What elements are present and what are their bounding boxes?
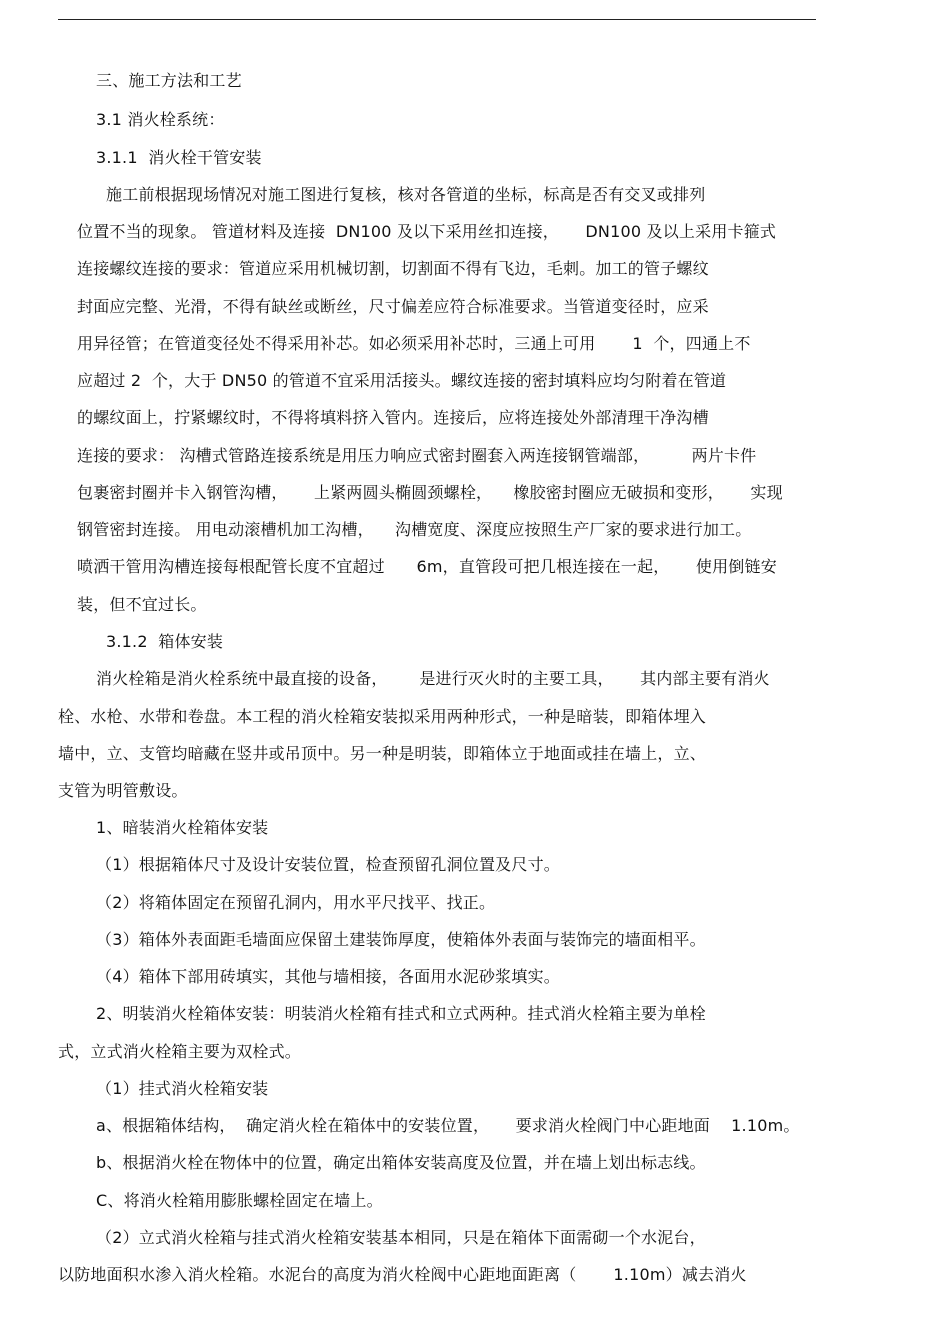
text-line: （1）根据箱体尺寸及设计安装位置，检查预留孔洞位置及尺寸。 [96, 855, 560, 874]
text-line: C、将消火栓箱用膨胀螺栓固定在墙上。 [96, 1191, 383, 1210]
text-line: 包裹密封圈并卡入钢管沟槽， 上紧两圆头椭圆颈螺栓， 橡胶密封圈应无破损和变形， 实现 [77, 483, 783, 502]
text-line: 1、暗装消火栓箱体安装 [96, 818, 269, 837]
text-line: 以防地面积水渗入消火栓箱。水泥台的高度为消火栓阀中心距地面距离（ 1.10m）减去消火 [58, 1265, 747, 1284]
text-line: 连接的要求： 沟槽式管路连接系统是用压力响应式密封圈套入两连接钢管端部， 两片卡件 [77, 446, 757, 465]
text-line: 施工前根据现场情况对施工图进行复核，核对各管道的坐标，标高是否有交叉或排列 [106, 185, 706, 204]
header-rule [58, 19, 816, 20]
text-line: 应超过 2 个，大于 DN50 的管道不宜采用活接头。螺纹连接的密封填料应均匀附着在管道 [77, 371, 727, 390]
text-line: b、根据消火栓在物体中的位置，确定出箱体安装高度及位置，并在墙上划出标志线。 [96, 1153, 706, 1172]
text-line: （3）箱体外表面距毛墙面应保留土建装饰厚度，使箱体外表面与装饰完的墙面相平。 [96, 930, 706, 949]
text-line: 装，但不宜过长。 [77, 595, 207, 614]
text-line: 喷洒干管用沟槽连接每根配管长度不宜超过 6m，直管段可把几根连接在一起， 使用倒链安 [77, 557, 777, 576]
text-line: 三、施工方法和工艺 [96, 71, 242, 90]
text-line: （4）箱体下部用砖填实，其他与墙相接，各面用水泥砂浆填实。 [96, 967, 560, 986]
text-line: 的螺纹面上，拧紧螺纹时，不得将填料挤入管内。连接后，应将连接处外部清理干净沟槽 [77, 408, 709, 427]
text-line: （1）挂式消火栓箱安装 [96, 1079, 269, 1098]
text-line: 2、明装消火栓箱体安装：明装消火栓箱有挂式和立式两种。挂式消火栓箱主要为单栓 [96, 1004, 706, 1023]
text-line: 3.1 消火栓系统： [96, 110, 225, 129]
text-line: 位置不当的现象。 管道材料及连接 DN100 及以下采用丝扣连接， DN100 及以上采用卡箍式 [77, 222, 777, 241]
text-line: 钢管密封连接。 用电动滚槽机加工沟槽， 沟槽宽度、深度应按照生产厂家的要求进行加工。 [77, 520, 752, 539]
text-line: 封面应完整、光滑，不得有缺丝或断丝，尺寸偏差应符合标准要求。当管道变径时，应采 [77, 297, 709, 316]
text-line: 3.1.2 箱体安装 [106, 632, 224, 651]
text-line: a、根据箱体结构， 确定消火栓在箱体中的安装位置， 要求消火栓阀门中心距地面 1.10m。 [96, 1116, 800, 1135]
text-line: 支管为明管敷设。 [58, 781, 188, 800]
text-line: 栓、水枪、水带和卷盘。本工程的消火栓箱安装拟采用两种形式，一种是暗装，即箱体埋入 [58, 707, 707, 726]
text-line: 式，立式消火栓箱主要为双栓式。 [58, 1042, 302, 1061]
text-line: （2）立式消火栓箱与挂式消火栓箱安装基本相同，只是在箱体下面需砌一个水泥台， [96, 1228, 706, 1247]
text-line: 用异径管；在管道变径处不得采用补芯。如必须采用补芯时，三通上可用 1 个，四通上不 [77, 334, 751, 353]
text-line: 连接螺纹连接的要求：管道应采用机械切割，切割面不得有飞边，毛刺。加工的管子螺纹 [77, 259, 709, 278]
text-line: 消火栓箱是消火栓系统中最直接的设备， 是进行灭火时的主要工具， 其内部主要有消火 [96, 669, 770, 688]
text-line: 墙中，立、支管均暗藏在竖井或吊顶中。另一种是明装，即箱体立于地面或挂在墙上，立、 [58, 744, 707, 763]
text-line: 3.1.1 消火栓干管安装 [96, 148, 262, 167]
text-line: （2）将箱体固定在预留孔洞内，用水平尺找平、找正。 [96, 893, 496, 912]
